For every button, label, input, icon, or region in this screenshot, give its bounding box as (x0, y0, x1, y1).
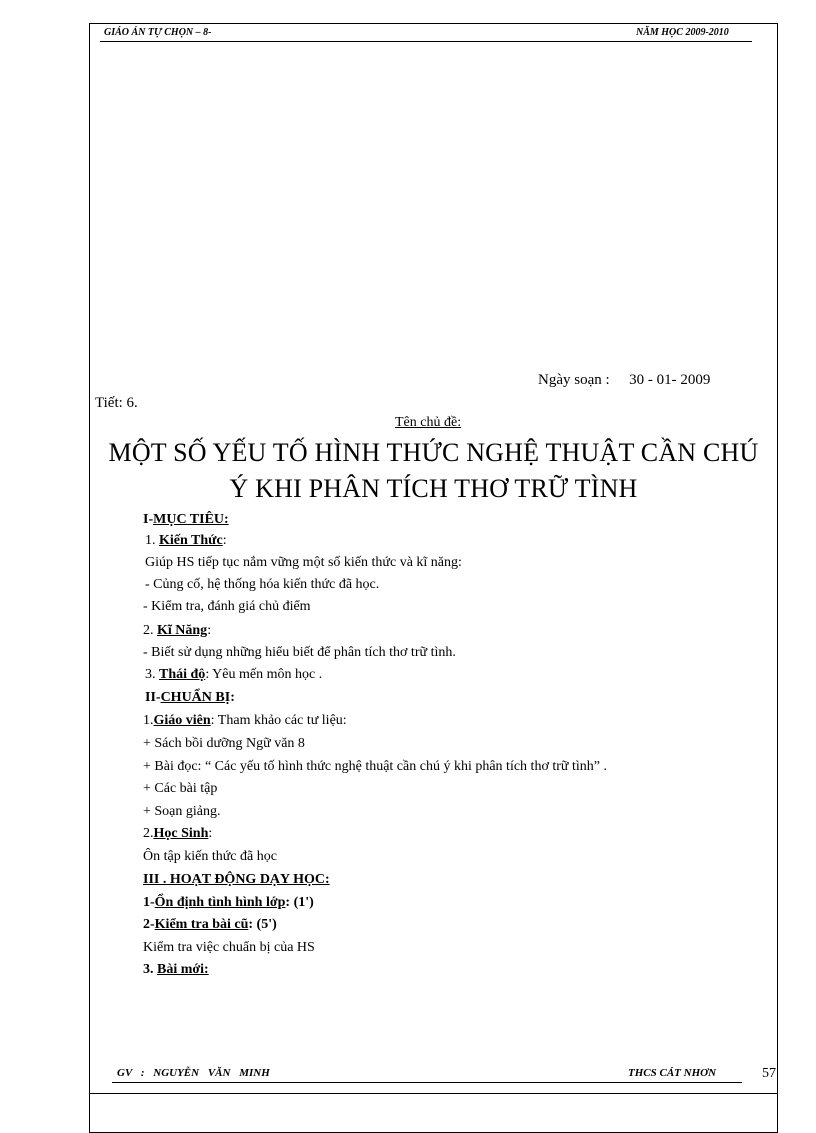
topic-label: Tên chủ đề: (395, 415, 462, 430)
step-2 (143, 917, 277, 933)
attitude-num: 3. (145, 667, 159, 682)
footer-right: THCS CÁT NHƠN (628, 1067, 717, 1079)
student-colon: : (208, 826, 213, 841)
student-line-1: Ôn tập kiến thức đã học (143, 849, 277, 864)
title-line-1: MỘT SỐ YẾU TỐ HÌNH THỨC NGHỆ THUẬT CẦN CHÚ (108, 438, 759, 467)
date-value: 30 - 01- 2009 (629, 372, 711, 388)
footer-frame-line (89, 1093, 778, 1094)
step-1-time: : (1') (285, 895, 314, 910)
section-2-heading (145, 690, 235, 706)
title-line-2: Ý KHI PHÂN TÍCH THƠ TRỮ TÌNH (229, 474, 638, 503)
student-num: 2. (143, 826, 154, 841)
attitude-text: : Yêu mến môn học . (205, 667, 323, 682)
step-1-prefix: 1- (143, 895, 155, 910)
step-2-line-1: Kiểm tra việc chuẩn bị của HS (143, 940, 315, 955)
section-2-prefix: II- (145, 690, 161, 705)
skills-heading (143, 623, 211, 639)
knowledge-line-2: - Củng cố, hệ thống hóa kiến thức đã học. (145, 577, 380, 592)
skills-label: Kĩ Năng (157, 623, 208, 638)
knowledge-line-3: - Kiểm tra, đánh giá chủ điểm (143, 599, 311, 614)
step-3-label: Bài mới: (157, 962, 209, 977)
step-3 (143, 962, 209, 978)
student-heading (143, 826, 212, 842)
step-2-time: : (5') (248, 917, 277, 932)
step-2-label: Kiểm tra bài cũ (154, 917, 249, 932)
teacher-text: : Tham khảo các tư liệu: (210, 713, 347, 728)
header-right: NĂM HỌC 2009-2010 (636, 27, 729, 38)
knowledge-colon: : (222, 533, 227, 548)
section-1-prefix: I- (143, 512, 154, 527)
teacher-line-4: + Soạn giảng. (143, 804, 221, 819)
knowledge-heading (145, 533, 227, 549)
skills-colon: : (207, 623, 212, 638)
section-3-heading: III . HOẠT ĐỘNG DẠY HỌC: (143, 872, 330, 887)
header-rule (100, 41, 752, 42)
teacher-line-2: + Bài đọc: “ Các yếu tố hình thức nghệ thuật cần chú ý khi phân tích thơ trữ tình” . (143, 759, 607, 774)
student-label: Học Sinh (153, 826, 209, 841)
teacher-label: Giáo viên (153, 713, 211, 728)
section-2-suffix: : (230, 690, 235, 705)
teacher-num: 1. (143, 713, 154, 728)
skills-num: 2. (143, 623, 157, 638)
teacher-line-1: + Sách bồi dưỡng Ngữ văn 8 (143, 736, 305, 751)
footer-left: GV : NGUYỄN VĂN MINH (117, 1067, 270, 1079)
header-left: GIÁO ÁN TỰ CHỌN – 8- (104, 27, 212, 38)
step-3-prefix: 3. (143, 962, 157, 977)
section-1-title: MỤC TIÊU: (153, 512, 229, 527)
teacher-heading (143, 713, 347, 729)
attitude-label: Thái độ (159, 667, 206, 682)
step-1 (143, 895, 314, 911)
step-2-prefix: 2- (143, 917, 155, 932)
teacher-line-3: + Các bài tập (143, 781, 218, 796)
page-number: 57 (762, 1066, 776, 1081)
period-label: Tiết: 6. (95, 395, 138, 411)
step-1-label: Ổn định tình hình lớp (154, 895, 286, 910)
skills-line-1: - Biết sử dụng những hiểu biết để phân tích thơ trữ tình. (143, 645, 456, 660)
date-label: Ngày soạn : (538, 372, 610, 388)
section-1-heading (143, 512, 229, 528)
knowledge-line-1: Giúp HS tiếp tục nắm vững một số kiến thức và kĩ năng: (145, 555, 462, 570)
date-line (538, 372, 710, 389)
knowledge-label: Kiến Thức (159, 533, 223, 548)
attitude-line (145, 667, 322, 683)
knowledge-num: 1. (145, 533, 159, 548)
section-2-title: CHUẨN BỊ (160, 690, 231, 705)
footer-rule (112, 1082, 742, 1083)
